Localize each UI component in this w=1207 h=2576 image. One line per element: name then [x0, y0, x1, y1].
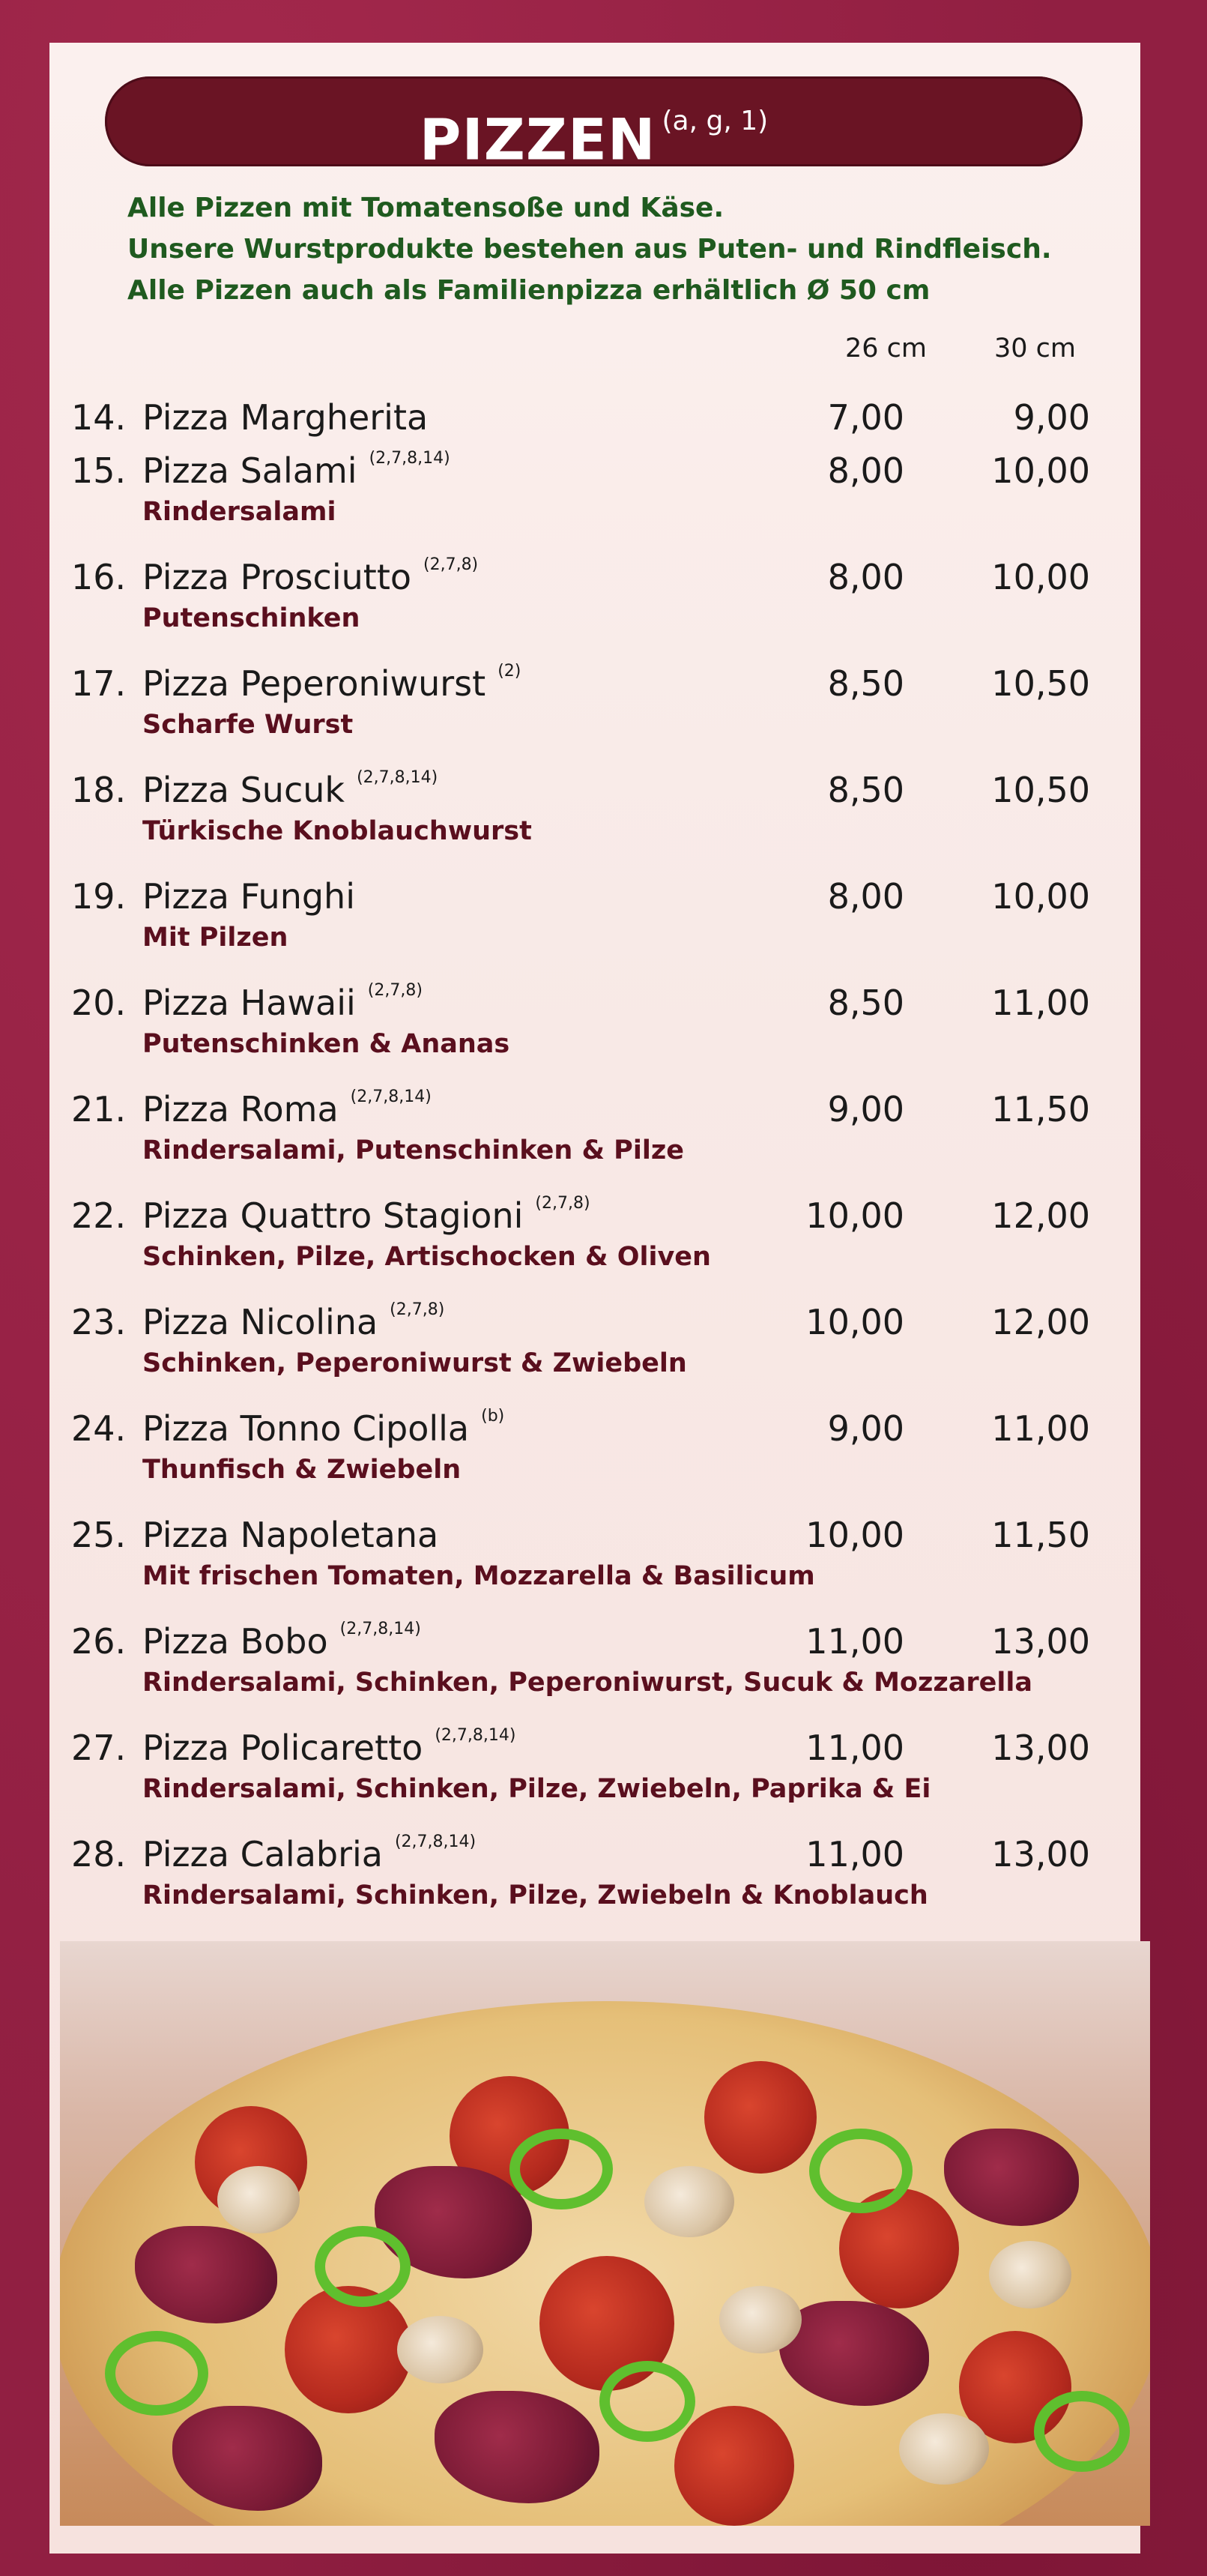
- item-name-text: Pizza Tonno Cipolla: [142, 1408, 470, 1449]
- item-price-26cm: 8,50: [827, 770, 904, 810]
- item-price-30cm: 9,00: [1013, 397, 1090, 438]
- item-price-26cm: 9,00: [827, 1089, 904, 1129]
- item-allergens: (2,7,8,14): [339, 1620, 421, 1638]
- item-name-text: Pizza Funghi: [142, 876, 355, 917]
- item-description: Rindersalami, Schinken, Pilze, Zwiebeln & Knoblauch: [142, 1880, 928, 1910]
- item-allergens: (2,7,8,14): [435, 1726, 516, 1745]
- item-name-text: Pizza Hawaii: [142, 983, 356, 1023]
- item-number: 20.: [71, 983, 127, 1023]
- item-description: Rindersalami: [142, 497, 336, 527]
- item-name: [142, 979, 423, 1027]
- item-price-26cm: 11,00: [805, 1621, 904, 1662]
- item-price-26cm: 8,00: [827, 876, 904, 917]
- item-description: Mit Pilzen: [142, 923, 288, 953]
- item-description: Putenschinken & Ananas: [142, 1029, 510, 1059]
- item-name-text: Pizza Sucuk: [142, 770, 345, 810]
- item-number: 28.: [71, 1834, 127, 1874]
- item-description: Scharfe Wurst: [142, 710, 354, 740]
- item-price-30cm: 13,00: [991, 1621, 1090, 1662]
- item-allergens: (2,7,8,14): [369, 449, 450, 468]
- column-header-26cm: 26 cm: [845, 334, 927, 364]
- section-header: [105, 76, 1083, 173]
- item-name-text: Pizza Quattro Stagioni: [142, 1195, 524, 1236]
- item-description: Mit frischen Tomaten, Mozzarella & Basilicum: [142, 1561, 815, 1591]
- item-allergens: (2,7,8): [423, 555, 479, 574]
- item-name-text: Pizza Peperoniwurst: [142, 663, 486, 704]
- item-description: Rindersalami, Schinken, Pilze, Zwiebeln, Paprika & Ei: [142, 1774, 931, 1804]
- item-price-30cm: 11,00: [991, 983, 1090, 1023]
- item-number: 19.: [71, 876, 127, 917]
- item-name-text: Pizza Salami: [142, 450, 357, 491]
- item-price-26cm: 10,00: [805, 1515, 904, 1555]
- item-description: Türkische Knoblauchwurst: [142, 816, 532, 846]
- item-name: [142, 1724, 515, 1772]
- item-price-30cm: 12,00: [991, 1195, 1090, 1236]
- item-name-text: Pizza Nicolina: [142, 1302, 378, 1342]
- item-description: Schinken, Pilze, Artischocken & Oliven: [142, 1242, 711, 1272]
- item-allergens: (2,7,8): [535, 1194, 590, 1213]
- item-name-text: Pizza Policaretto: [142, 1728, 423, 1768]
- item-allergens: (2,7,8,14): [357, 768, 438, 787]
- item-price-26cm: 7,00: [827, 397, 904, 438]
- item-description: Rindersalami, Putenschinken & Pilze: [142, 1135, 684, 1165]
- item-name-text: Pizza Prosciutto: [142, 557, 411, 597]
- item-price-30cm: 11,50: [991, 1089, 1090, 1129]
- item-price-30cm: 10,50: [991, 770, 1090, 810]
- item-price-30cm: 10,00: [991, 450, 1090, 491]
- item-price-30cm: 12,00: [991, 1302, 1090, 1342]
- item-allergens: (2,7,8,14): [350, 1088, 432, 1106]
- item-allergens: (2,7,8): [390, 1300, 445, 1319]
- item-price-30cm: 13,00: [991, 1728, 1090, 1768]
- item-number: 25.: [71, 1515, 127, 1555]
- item-allergens: (b): [481, 1407, 505, 1426]
- item-name: [142, 872, 355, 920]
- item-name-text: Pizza Calabria: [142, 1834, 383, 1874]
- item-name: [142, 1298, 444, 1346]
- item-name: [142, 1085, 432, 1133]
- item-name: [142, 1192, 590, 1240]
- item-price-30cm: 11,50: [991, 1515, 1090, 1555]
- item-number: 27.: [71, 1728, 127, 1768]
- item-name: [142, 447, 450, 495]
- item-name-text: Pizza Margherita: [142, 397, 429, 438]
- item-number: 17.: [71, 663, 127, 704]
- item-number: 21.: [71, 1089, 127, 1129]
- section-title: PIZZEN: [419, 106, 656, 173]
- item-name: [142, 1830, 476, 1878]
- item-price-30cm: 11,00: [991, 1408, 1090, 1449]
- item-name-text: Pizza Napoletana: [142, 1515, 439, 1555]
- item-price-26cm: 11,00: [805, 1834, 904, 1874]
- item-price-26cm: 8,00: [827, 450, 904, 491]
- item-price-26cm: 8,50: [827, 983, 904, 1023]
- intro-text: [127, 187, 1064, 311]
- item-number: 26.: [71, 1621, 127, 1662]
- item-name: [142, 1617, 421, 1665]
- item-description: Rindersalami, Schinken, Peperoniwurst, Sucuk & Mozzarella: [142, 1668, 1032, 1698]
- item-allergens: (2): [497, 662, 521, 681]
- intro-line-2: Unsere Wurstprodukte bestehen aus Puten- und Rindfleisch.: [127, 234, 1052, 265]
- item-number: 15.: [71, 450, 127, 491]
- item-name-text: Pizza Roma: [142, 1089, 339, 1129]
- item-name: [142, 766, 438, 814]
- item-number: 22.: [71, 1195, 127, 1236]
- item-price-30cm: 10,00: [991, 557, 1090, 597]
- item-number: 24.: [71, 1408, 127, 1449]
- item-description: Putenschinken: [142, 603, 360, 633]
- item-allergens: (2,7,8): [367, 981, 423, 1000]
- section-allergens: (a, g, 1): [662, 106, 769, 136]
- item-number: 14.: [71, 397, 127, 438]
- intro-line-3: Alle Pizzen auch als Familienpizza erhältlich Ø 50 cm: [127, 275, 931, 306]
- item-name: [142, 660, 521, 708]
- item-number: 16.: [71, 557, 127, 597]
- item-price-26cm: 11,00: [805, 1728, 904, 1768]
- item-price-26cm: 10,00: [805, 1302, 904, 1342]
- item-name: [142, 1405, 504, 1453]
- item-price-26cm: 9,00: [827, 1408, 904, 1449]
- pizza-photo: [60, 1941, 1150, 2526]
- item-number: 23.: [71, 1302, 127, 1342]
- item-name: [142, 553, 478, 601]
- item-allergens: (2,7,8,14): [394, 1833, 477, 1851]
- item-description: Schinken, Peperoniwurst & Zwiebeln: [142, 1348, 687, 1378]
- item-description: Thunfisch & Zwiebeln: [142, 1455, 462, 1485]
- item-price-30cm: 10,50: [991, 663, 1090, 704]
- item-price-26cm: 8,00: [827, 557, 904, 597]
- item-number: 18.: [71, 770, 127, 810]
- item-price-30cm: 10,00: [991, 876, 1090, 917]
- item-price-26cm: 8,50: [827, 663, 904, 704]
- item-name: [142, 393, 428, 441]
- intro-line-1: Alle Pizzen mit Tomatensoße und Käse.: [127, 193, 724, 223]
- item-price-26cm: 10,00: [805, 1195, 904, 1236]
- item-name-text: Pizza Bobo: [142, 1621, 328, 1662]
- item-price-30cm: 13,00: [991, 1834, 1090, 1874]
- item-name: [142, 1511, 438, 1559]
- column-header-30cm: 30 cm: [994, 334, 1076, 364]
